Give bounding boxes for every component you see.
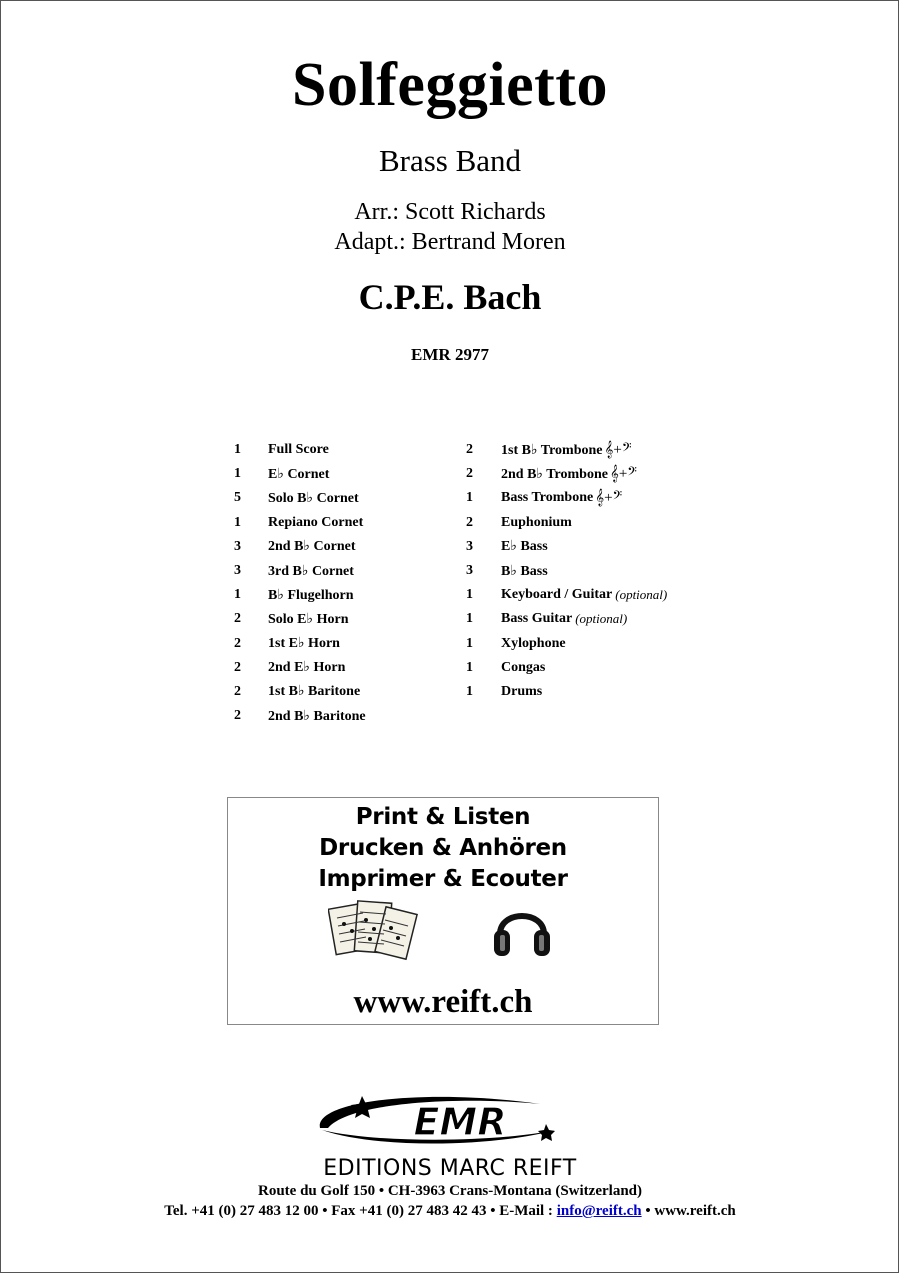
instrument-row: [234, 511, 366, 535]
instrument-qty: 3: [466, 538, 473, 554]
instrument-row: [466, 438, 667, 462]
instrument-qty: 1: [466, 587, 473, 603]
instrument-row: [234, 607, 366, 631]
contact-phone-fax: Tel. +41 (0) 27 483 12 00 • Fax +41 (0) 27 483 42 43 • E-Mail :: [164, 1203, 557, 1219]
instrument-name: Full Score: [268, 442, 329, 458]
instrument-list-right: [466, 438, 667, 704]
instrument-name: Solo B♭ Cornet: [268, 490, 359, 506]
instrument-qty: 5: [234, 490, 241, 506]
clef-icon: 𝄞+𝄢: [604, 442, 632, 459]
instrument-qty: 2: [234, 683, 241, 699]
print-listen-box: [227, 797, 659, 1025]
instrument-qty: 2: [234, 635, 241, 651]
instrument-name: 1st B♭ Trombone: [501, 442, 603, 458]
instrument-row: [234, 583, 366, 607]
publisher-name: EDITIONS MARC REIFT: [323, 1156, 577, 1181]
optional-note: (optional): [575, 611, 628, 627]
arranger-credit: Arr.: Scott Richards: [354, 199, 546, 225]
instrument-row: [234, 462, 366, 486]
instrument-row: [234, 486, 366, 510]
instrument-qty: 1: [234, 466, 241, 482]
instrument-row: [466, 486, 667, 510]
publisher-address: Route du Golf 150 • CH-3963 Crans-Montana (Switzerland): [258, 1183, 642, 1199]
publisher-contact: [0, 1203, 900, 1220]
page-title: Solfeggietto: [292, 51, 608, 119]
optional-note: (optional): [615, 587, 668, 603]
instrument-row: [234, 535, 366, 559]
instrument-qty: 1: [234, 587, 241, 603]
instrument-name: B♭ Bass: [501, 563, 548, 579]
instrument-qty: 2: [466, 514, 473, 530]
instrument-qty: 2: [234, 659, 241, 675]
instrument-name: 2nd B♭ Baritone: [268, 708, 366, 724]
clef-icon: 𝄞+𝄢: [609, 466, 637, 483]
instrument-name: Congas: [501, 659, 546, 675]
promo-line-fr: Imprimer & Ecouter: [318, 866, 568, 892]
instrument-row: [234, 632, 366, 656]
instrument-row: [234, 680, 366, 704]
instrument-qty: 3: [234, 538, 241, 554]
instrument-row: [466, 583, 667, 607]
instrument-row: [466, 462, 667, 486]
adapter-credit: Adapt.: Bertrand Moren: [334, 229, 566, 255]
instrument-name: Bass Trombone: [501, 490, 594, 506]
instrument-row: [466, 559, 667, 583]
instrument-name: E♭ Cornet: [268, 466, 330, 482]
promo-line-en: Print & Listen: [355, 804, 531, 830]
promo-line-de: Drucken & Anhören: [319, 835, 567, 861]
instrument-name: Keyboard / Guitar: [501, 587, 613, 603]
contact-website[interactable]: • www.reift.ch: [641, 1203, 736, 1219]
catalog-number: EMR 2977: [411, 345, 489, 364]
instrument-row: [234, 656, 366, 680]
instrument-name: 2nd B♭ Trombone: [501, 466, 608, 482]
instrument-name: Solo E♭ Horn: [268, 611, 349, 627]
instrument-qty: 2: [466, 466, 473, 482]
instrument-row: [466, 607, 667, 631]
instrument-qty: 1: [466, 659, 473, 675]
instrument-row: [234, 438, 366, 462]
instrument-row: [466, 535, 667, 559]
instrument-qty: 2: [466, 442, 473, 458]
composer-name: C.P.E. Bach: [358, 277, 542, 317]
instrument-name: 3rd B♭ Cornet: [268, 563, 354, 579]
instrument-name: Drums: [501, 683, 543, 699]
instrument-qty: 1: [466, 683, 473, 699]
emr-logo: [310, 1090, 590, 1150]
instrument-qty: 1: [466, 635, 473, 651]
sheet-music-icon: [328, 898, 420, 966]
instrument-name: E♭ Bass: [501, 539, 548, 555]
instrument-qty: 2: [234, 708, 241, 724]
promo-website-url[interactable]: www.reift.ch: [353, 984, 533, 1020]
instrument-qty: 3: [234, 563, 241, 579]
instrument-qty: 1: [234, 514, 241, 530]
instrument-name: 2nd B♭ Cornet: [268, 539, 356, 555]
instrument-qty: 1: [466, 611, 473, 627]
instrument-name: 2nd E♭ Horn: [268, 660, 346, 676]
logo-text: EMR: [413, 1100, 507, 1144]
instrument-qty: 3: [466, 563, 473, 579]
instrument-name: Euphonium: [501, 514, 572, 530]
instrument-name: B♭ Flugelhorn: [268, 587, 354, 603]
instrument-row: [466, 656, 667, 680]
instrument-qty: 2: [234, 611, 241, 627]
instrument-name: 1st B♭ Baritone: [268, 684, 361, 700]
email-link[interactable]: info@reift.ch: [556, 1203, 642, 1219]
instrument-name: Bass Guitar: [501, 611, 573, 627]
instrument-qty: 1: [466, 490, 473, 506]
headphones-icon: [490, 896, 554, 960]
instrument-list-left: [234, 438, 366, 728]
ensemble-subtitle: Brass Band: [378, 143, 522, 178]
instrument-row: [466, 632, 667, 656]
instrument-row: [466, 511, 667, 535]
instrument-name: 1st E♭ Horn: [268, 636, 340, 652]
instrument-name: Repiano Cornet: [268, 514, 364, 530]
instrument-name: Xylophone: [501, 635, 566, 651]
instrument-row: [466, 680, 667, 704]
instrument-row: [234, 559, 366, 583]
instrument-qty: 1: [234, 442, 241, 458]
clef-icon: 𝄞+𝄢: [595, 490, 623, 507]
instrument-row: [234, 704, 366, 728]
